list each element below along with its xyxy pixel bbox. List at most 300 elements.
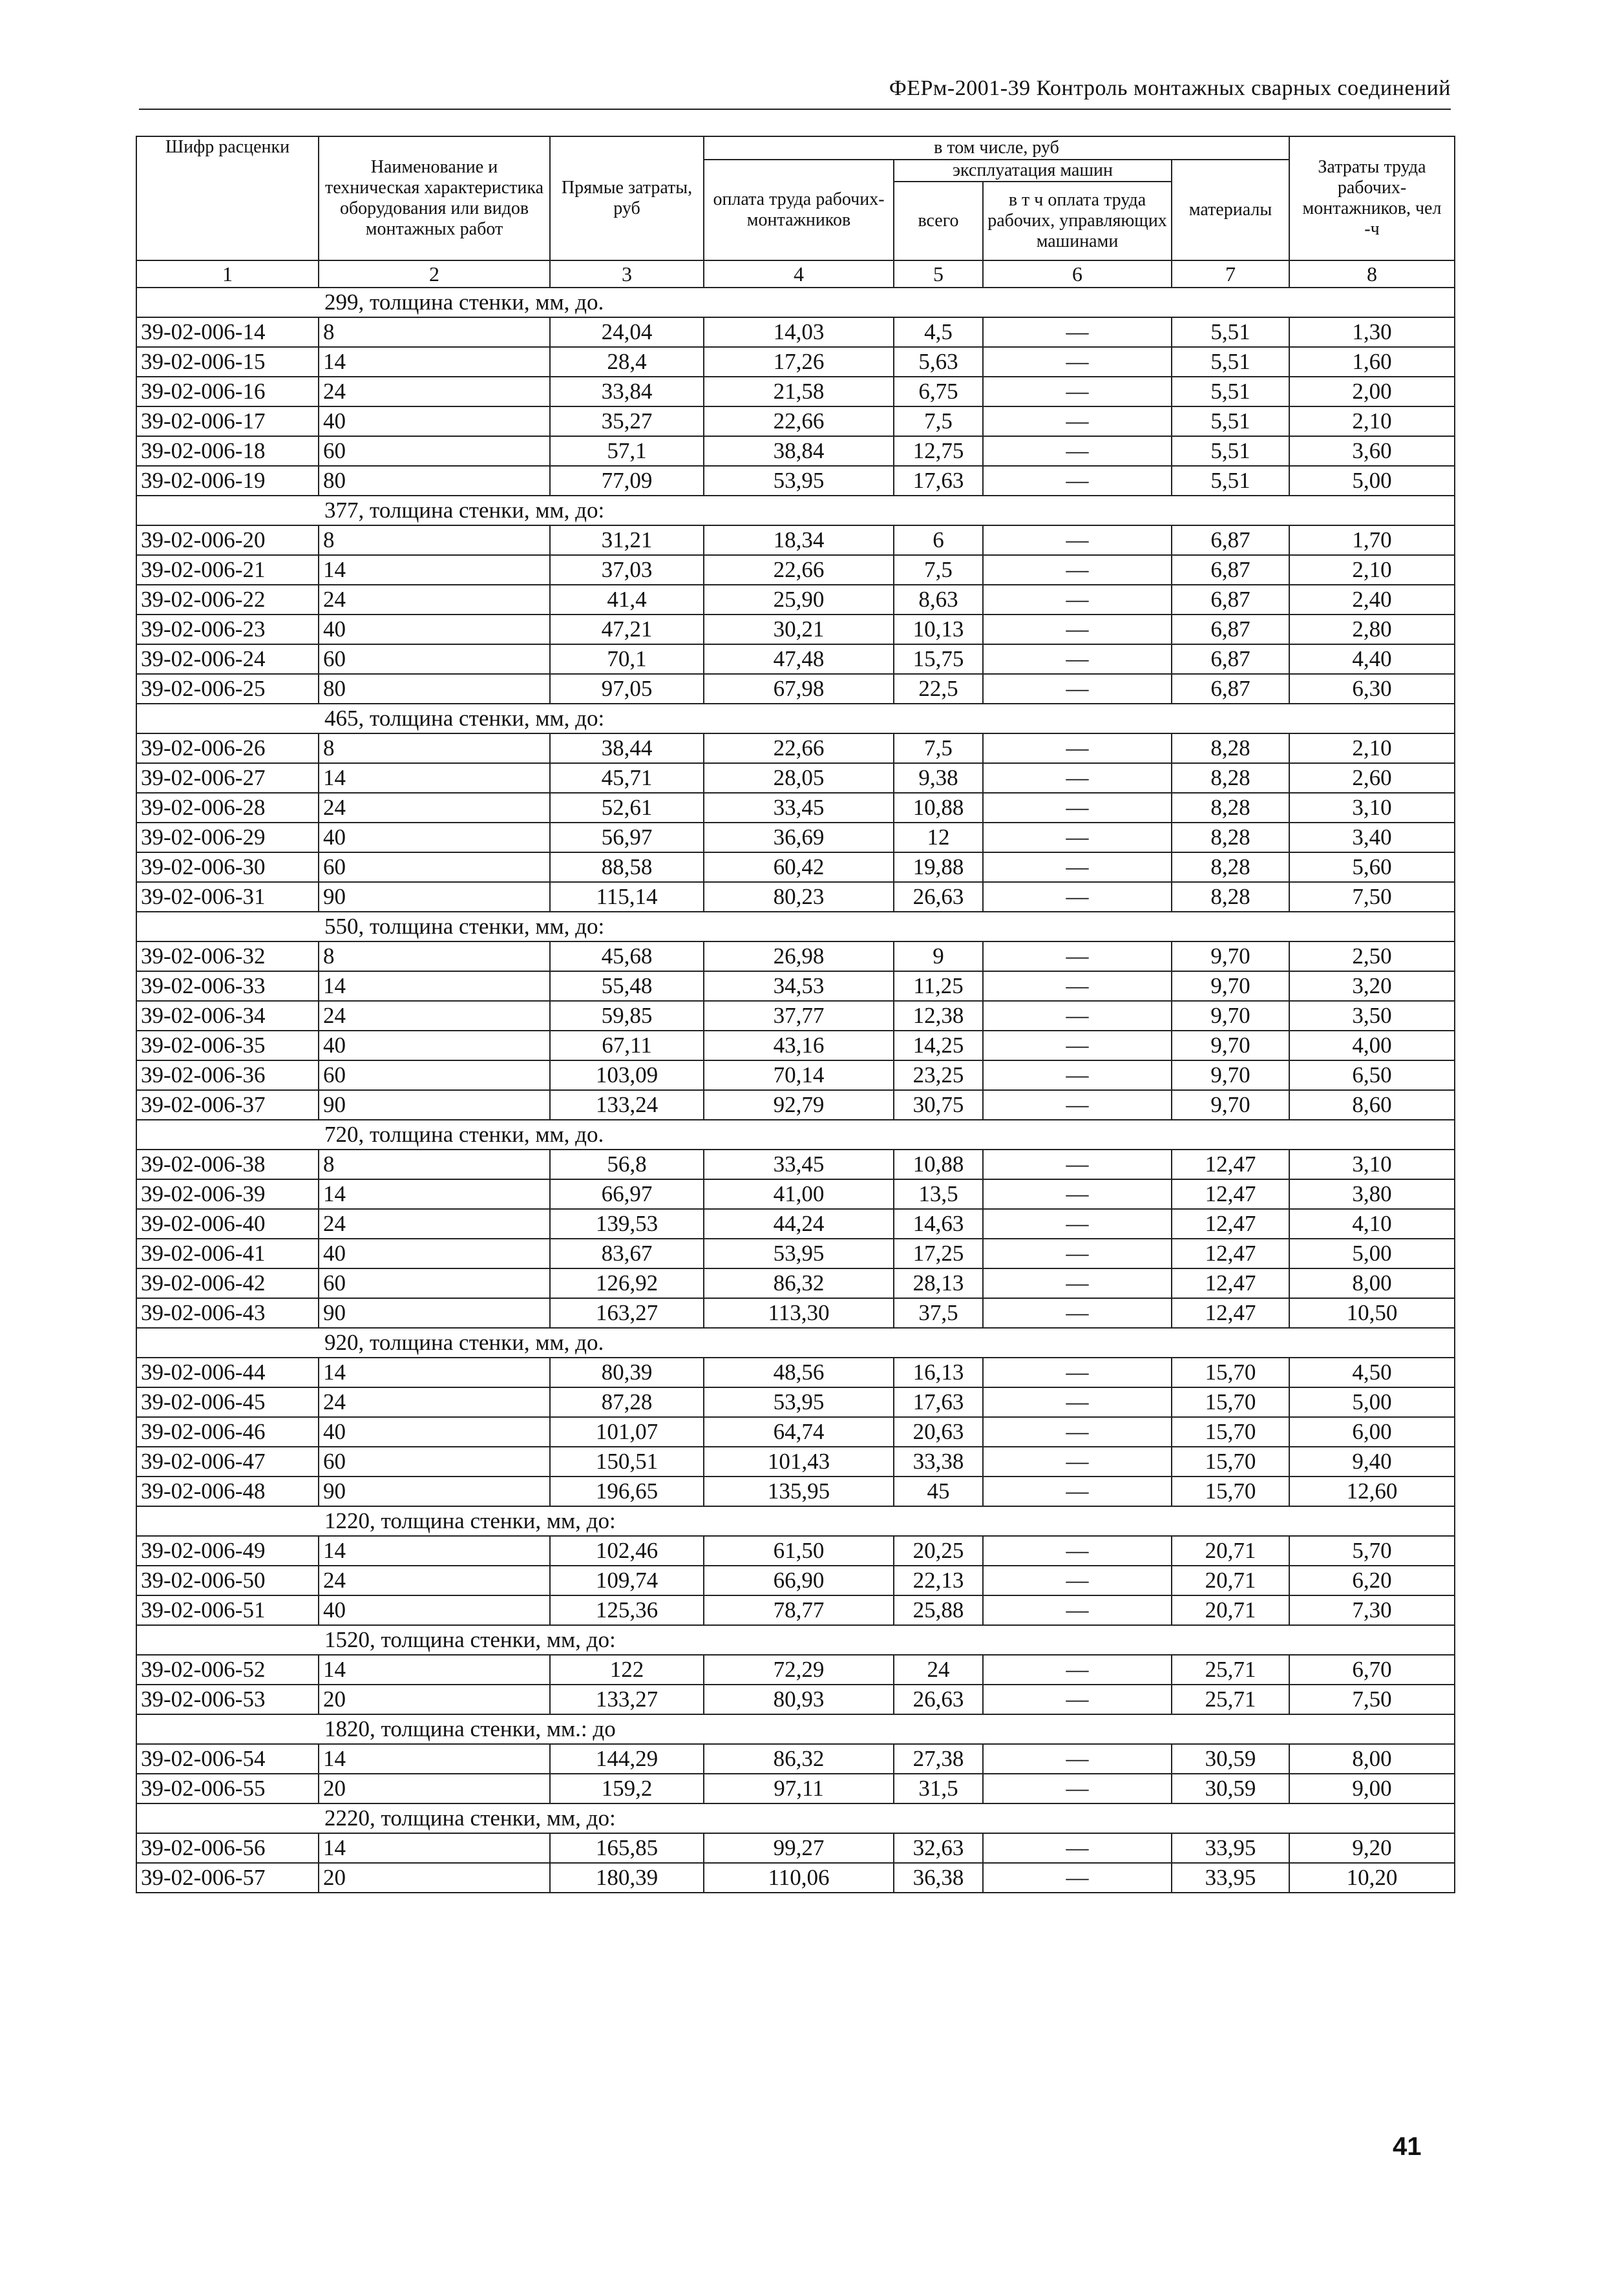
materials-cell: 5,51 [1172,347,1289,377]
table-row [136,1239,1455,1268]
table-row [136,377,1455,406]
table-row [136,1477,1455,1506]
table-row [136,971,1455,1001]
operators-pay-cell: — [983,555,1172,585]
labor-pay-cell: 110,06 [704,1863,894,1893]
rate-code-cell: 39-02-006-25 [136,674,319,704]
group-title: 2220, толщина стенки, мм, до: [136,1803,1455,1833]
labor-pay-cell: 113,30 [704,1298,894,1328]
group-row [136,1506,1455,1536]
operators-pay-cell: — [983,1387,1172,1417]
operators-pay-cell: — [983,1447,1172,1477]
materials-cell: 20,71 [1172,1536,1289,1566]
materials-cell: 12,47 [1172,1150,1289,1179]
column-number: 6 [983,260,1172,288]
materials-cell: 25,71 [1172,1685,1289,1714]
labor-pay-cell: 38,84 [704,436,894,466]
table-row [136,1447,1455,1477]
labor-pay-cell: 41,00 [704,1179,894,1209]
materials-cell: 15,70 [1172,1447,1289,1477]
labor-hours-cell: 9,40 [1289,1447,1455,1477]
materials-cell: 9,70 [1172,1060,1289,1090]
rate-code-cell: 39-02-006-34 [136,1001,319,1031]
direct-costs-cell: 59,85 [550,1001,704,1031]
operators-pay-cell: — [983,1268,1172,1298]
machine-total-cell: 12 [894,823,983,852]
machine-total-cell: 30,75 [894,1090,983,1120]
rate-code-cell: 39-02-006-23 [136,615,319,644]
table-row [136,1268,1455,1298]
labor-hours-cell: 1,30 [1289,317,1455,347]
labor-pay-cell: 53,95 [704,1239,894,1268]
machine-total-cell: 31,5 [894,1774,983,1803]
rate-code-cell: 39-02-006-38 [136,1150,319,1179]
labor-pay-cell: 34,53 [704,971,894,1001]
group-title: 920, толщина стенки, мм, до. [136,1328,1455,1358]
header-machine-operation: эксплуатация машин [894,160,1172,182]
materials-cell: 30,59 [1172,1774,1289,1803]
direct-costs-cell: 97,05 [550,674,704,704]
table-row [136,882,1455,912]
materials-cell: 9,70 [1172,941,1289,971]
rate-code-cell: 39-02-006-20 [136,525,319,555]
materials-cell: 9,70 [1172,1090,1289,1120]
machine-total-cell: 11,25 [894,971,983,1001]
wall-thickness-cell: 40 [319,1417,550,1447]
machine-total-cell: 4,5 [894,317,983,347]
labor-hours-cell: 5,00 [1289,1387,1455,1417]
rate-code-cell: 39-02-006-27 [136,763,319,793]
rate-code-cell: 39-02-006-31 [136,882,319,912]
direct-costs-cell: 37,03 [550,555,704,585]
rate-code-cell: 39-02-006-24 [136,644,319,674]
header-incl: в том числе, руб [704,136,1289,160]
rate-code-cell: 39-02-006-44 [136,1358,319,1387]
column-number: 4 [704,260,894,288]
group-row [136,1714,1455,1744]
machine-total-cell: 10,88 [894,793,983,823]
labor-hours-cell: 5,00 [1289,1239,1455,1268]
table-row [136,852,1455,882]
materials-cell: 9,70 [1172,1031,1289,1060]
materials-cell: 15,70 [1172,1387,1289,1417]
operators-pay-cell: — [983,644,1172,674]
labor-hours-cell: 6,50 [1289,1060,1455,1090]
group-row [136,1625,1455,1655]
machine-total-cell: 7,5 [894,555,983,585]
header-labor-pay: оплата труда рабочих-монтажников [704,160,894,260]
operators-pay-cell: — [983,525,1172,555]
materials-cell: 5,51 [1172,377,1289,406]
materials-cell: 15,70 [1172,1358,1289,1387]
wall-thickness-cell: 8 [319,317,550,347]
labor-hours-cell: 4,10 [1289,1209,1455,1239]
labor-hours-cell: 4,00 [1289,1031,1455,1060]
wall-thickness-cell: 60 [319,852,550,882]
operators-pay-cell: — [983,852,1172,882]
operators-pay-cell: — [983,1685,1172,1714]
materials-cell: 12,47 [1172,1239,1289,1268]
rate-code-cell: 39-02-006-15 [136,347,319,377]
table-row [136,941,1455,971]
labor-hours-cell: 6,00 [1289,1417,1455,1447]
labor-hours-cell: 1,70 [1289,525,1455,555]
operators-pay-cell: — [983,882,1172,912]
materials-cell: 20,71 [1172,1566,1289,1595]
direct-costs-cell: 133,27 [550,1685,704,1714]
direct-costs-cell: 52,61 [550,793,704,823]
table-row [136,1863,1455,1893]
group-title: 1820, толщина стенки, мм.: до [136,1714,1455,1744]
operators-pay-cell: — [983,1417,1172,1447]
materials-cell: 12,47 [1172,1209,1289,1239]
operators-pay-cell: — [983,436,1172,466]
wall-thickness-cell: 24 [319,1209,550,1239]
operators-pay-cell: — [983,1179,1172,1209]
machine-total-cell: 13,5 [894,1179,983,1209]
labor-pay-cell: 26,98 [704,941,894,971]
operators-pay-cell: — [983,1477,1172,1506]
table-row [136,1595,1455,1625]
labor-pay-cell: 67,98 [704,674,894,704]
wall-thickness-cell: 14 [319,1358,550,1387]
labor-hours-cell: 3,40 [1289,823,1455,852]
machine-total-cell: 19,88 [894,852,983,882]
rate-code-cell: 39-02-006-48 [136,1477,319,1506]
wall-thickness-cell: 40 [319,1031,550,1060]
wall-thickness-cell: 20 [319,1685,550,1714]
group-row [136,704,1455,733]
wall-thickness-cell: 14 [319,1536,550,1566]
rate-code-cell: 39-02-006-35 [136,1031,319,1060]
group-title: 1220, толщина стенки, мм, до: [136,1506,1455,1536]
operators-pay-cell: — [983,1031,1172,1060]
wall-thickness-cell: 14 [319,1744,550,1774]
labor-pay-cell: 80,23 [704,882,894,912]
labor-hours-cell: 1,60 [1289,347,1455,377]
operators-pay-cell: — [983,971,1172,1001]
machine-total-cell: 15,75 [894,644,983,674]
group-row [136,912,1455,941]
header-code: Шифр расценки [136,136,319,260]
wall-thickness-cell: 40 [319,406,550,436]
direct-costs-cell: 35,27 [550,406,704,436]
labor-hours-cell: 10,20 [1289,1863,1455,1893]
machine-total-cell: 17,25 [894,1239,983,1268]
labor-pay-cell: 17,26 [704,347,894,377]
wall-thickness-cell: 14 [319,971,550,1001]
labor-hours-cell: 5,70 [1289,1536,1455,1566]
materials-cell: 6,87 [1172,644,1289,674]
materials-cell: 8,28 [1172,763,1289,793]
materials-cell: 8,28 [1172,852,1289,882]
header-name: Наименование и техническая характеристика оборудования или видов монтажных работ [319,136,550,260]
rate-code-cell: 39-02-006-21 [136,555,319,585]
operators-pay-cell: — [983,1655,1172,1685]
materials-cell: 9,70 [1172,971,1289,1001]
table-body [136,288,1455,1893]
labor-pay-cell: 97,11 [704,1774,894,1803]
operators-pay-cell: — [983,1595,1172,1625]
operators-pay-cell: — [983,1298,1172,1328]
labor-hours-cell: 6,30 [1289,674,1455,704]
operators-pay-cell: — [983,941,1172,971]
table-row [136,436,1455,466]
labor-hours-cell: 3,20 [1289,971,1455,1001]
labor-pay-cell: 135,95 [704,1477,894,1506]
machine-total-cell: 24 [894,1655,983,1685]
direct-costs-cell: 159,2 [550,1774,704,1803]
labor-pay-cell: 86,32 [704,1268,894,1298]
rate-code-cell: 39-02-006-28 [136,793,319,823]
table-row [136,674,1455,704]
direct-costs-cell: 56,97 [550,823,704,852]
machine-total-cell: 16,13 [894,1358,983,1387]
materials-cell: 6,87 [1172,585,1289,615]
direct-costs-cell: 47,21 [550,615,704,644]
group-row [136,1803,1455,1833]
machine-total-cell: 8,63 [894,585,983,615]
rate-code-cell: 39-02-006-40 [136,1209,319,1239]
labor-pay-cell: 101,43 [704,1447,894,1477]
labor-hours-cell: 4,50 [1289,1358,1455,1387]
operators-pay-cell: — [983,317,1172,347]
labor-hours-cell: 3,10 [1289,793,1455,823]
wall-thickness-cell: 24 [319,793,550,823]
labor-pay-cell: 86,32 [704,1744,894,1774]
machine-total-cell: 22,13 [894,1566,983,1595]
machine-total-cell: 32,63 [894,1833,983,1863]
operators-pay-cell: — [983,1060,1172,1090]
machine-total-cell: 25,88 [894,1595,983,1625]
direct-costs-cell: 45,71 [550,763,704,793]
operators-pay-cell: — [983,1090,1172,1120]
labor-hours-cell: 5,00 [1289,466,1455,496]
labor-pay-cell: 70,14 [704,1060,894,1090]
labor-hours-cell: 6,20 [1289,1566,1455,1595]
direct-costs-cell: 33,84 [550,377,704,406]
materials-cell: 5,51 [1172,466,1289,496]
materials-cell: 8,28 [1172,882,1289,912]
table-row [136,1031,1455,1060]
direct-costs-cell: 28,4 [550,347,704,377]
labor-hours-cell: 2,10 [1289,406,1455,436]
rate-code-cell: 39-02-006-53 [136,1685,319,1714]
machine-total-cell: 5,63 [894,347,983,377]
labor-pay-cell: 66,90 [704,1566,894,1595]
table-header [136,136,1455,288]
machine-total-cell: 9 [894,941,983,971]
machine-total-cell: 10,13 [894,615,983,644]
operators-pay-cell: — [983,1150,1172,1179]
rate-code-cell: 39-02-006-30 [136,852,319,882]
labor-pay-cell: 72,29 [704,1655,894,1685]
table-row [136,1090,1455,1120]
direct-costs-cell: 24,04 [550,317,704,347]
direct-costs-cell: 122 [550,1655,704,1685]
rate-code-cell: 39-02-006-57 [136,1863,319,1893]
materials-cell: 5,51 [1172,436,1289,466]
machine-total-cell: 22,5 [894,674,983,704]
labor-hours-cell: 9,20 [1289,1833,1455,1863]
labor-pay-cell: 92,79 [704,1090,894,1120]
table-row [136,1536,1455,1566]
header-rule [139,109,1451,110]
machine-total-cell: 17,63 [894,466,983,496]
direct-costs-cell: 109,74 [550,1566,704,1595]
wall-thickness-cell: 24 [319,1001,550,1031]
operators-pay-cell: — [983,1001,1172,1031]
materials-cell: 6,87 [1172,525,1289,555]
operators-pay-cell: — [983,674,1172,704]
wall-thickness-cell: 24 [319,585,550,615]
materials-cell: 33,95 [1172,1833,1289,1863]
materials-cell: 8,28 [1172,823,1289,852]
operators-pay-cell: — [983,377,1172,406]
labor-hours-cell: 12,60 [1289,1477,1455,1506]
wall-thickness-cell: 8 [319,525,550,555]
labor-hours-cell: 10,50 [1289,1298,1455,1328]
table-row [136,733,1455,763]
operators-pay-cell: — [983,615,1172,644]
machine-total-cell: 20,25 [894,1536,983,1566]
labor-pay-cell: 43,16 [704,1031,894,1060]
labor-hours-cell: 2,10 [1289,555,1455,585]
operators-pay-cell: — [983,347,1172,377]
wall-thickness-cell: 90 [319,1298,550,1328]
table-row [136,1774,1455,1803]
machine-total-cell: 12,75 [894,436,983,466]
materials-cell: 12,47 [1172,1298,1289,1328]
labor-hours-cell: 3,10 [1289,1150,1455,1179]
wall-thickness-cell: 20 [319,1774,550,1803]
labor-pay-cell: 47,48 [704,644,894,674]
labor-pay-cell: 33,45 [704,793,894,823]
operators-pay-cell: — [983,466,1172,496]
table-row [136,1387,1455,1417]
table-row [136,1833,1455,1863]
labor-pay-cell: 37,77 [704,1001,894,1031]
materials-cell: 15,70 [1172,1417,1289,1447]
rates-table [136,136,1455,1893]
direct-costs-cell: 77,09 [550,466,704,496]
machine-total-cell: 9,38 [894,763,983,793]
rate-code-cell: 39-02-006-37 [136,1090,319,1120]
wall-thickness-cell: 90 [319,1477,550,1506]
wall-thickness-cell: 14 [319,763,550,793]
labor-hours-cell: 7,50 [1289,1685,1455,1714]
materials-cell: 12,47 [1172,1268,1289,1298]
rate-code-cell: 39-02-006-33 [136,971,319,1001]
direct-costs-cell: 180,39 [550,1863,704,1893]
rate-code-cell: 39-02-006-45 [136,1387,319,1417]
operators-pay-cell: — [983,733,1172,763]
header-direct-costs: Прямые затраты, руб [550,136,704,260]
labor-pay-cell: 99,27 [704,1833,894,1863]
direct-costs-cell: 56,8 [550,1150,704,1179]
rate-code-cell: 39-02-006-36 [136,1060,319,1090]
machine-total-cell: 45 [894,1477,983,1506]
wall-thickness-cell: 40 [319,1239,550,1268]
column-number: 7 [1172,260,1289,288]
materials-cell: 8,28 [1172,793,1289,823]
labor-pay-cell: 60,42 [704,852,894,882]
labor-hours-cell: 2,80 [1289,615,1455,644]
materials-cell: 30,59 [1172,1744,1289,1774]
group-row [136,1328,1455,1358]
table-row [136,1566,1455,1595]
materials-cell: 25,71 [1172,1655,1289,1685]
wall-thickness-cell: 14 [319,555,550,585]
labor-pay-cell: 61,50 [704,1536,894,1566]
machine-total-cell: 12,38 [894,1001,983,1031]
rate-code-cell: 39-02-006-39 [136,1179,319,1209]
wall-thickness-cell: 14 [319,1179,550,1209]
wall-thickness-cell: 60 [319,644,550,674]
direct-costs-cell: 101,07 [550,1417,704,1447]
rate-code-cell: 39-02-006-51 [136,1595,319,1625]
operators-pay-cell: — [983,1744,1172,1774]
wall-thickness-cell: 24 [319,1387,550,1417]
materials-cell: 20,71 [1172,1595,1289,1625]
operators-pay-cell: — [983,1833,1172,1863]
group-title: 465, толщина стенки, мм, до: [136,704,1455,733]
labor-hours-cell: 3,60 [1289,436,1455,466]
direct-costs-cell: 165,85 [550,1833,704,1863]
wall-thickness-cell: 14 [319,1655,550,1685]
header-materials: материалы [1172,160,1289,260]
table-row [136,585,1455,615]
rate-code-cell: 39-02-006-16 [136,377,319,406]
table-row [136,347,1455,377]
machine-total-cell: 14,63 [894,1209,983,1239]
direct-costs-cell: 144,29 [550,1744,704,1774]
labor-pay-cell: 22,66 [704,406,894,436]
wall-thickness-cell: 8 [319,941,550,971]
group-title: 1520, толщина стенки, мм, до: [136,1625,1455,1655]
materials-cell: 6,87 [1172,555,1289,585]
materials-cell: 9,70 [1172,1001,1289,1031]
wall-thickness-cell: 8 [319,733,550,763]
wall-thickness-cell: 80 [319,674,550,704]
table-row [136,555,1455,585]
operators-pay-cell: — [983,823,1172,852]
table-row [136,793,1455,823]
wall-thickness-cell: 24 [319,377,550,406]
machine-total-cell: 6,75 [894,377,983,406]
machine-total-cell: 37,5 [894,1298,983,1328]
machine-total-cell: 36,38 [894,1863,983,1893]
table-row [136,1150,1455,1179]
labor-hours-cell: 4,40 [1289,644,1455,674]
wall-thickness-cell: 8 [319,1150,550,1179]
labor-pay-cell: 44,24 [704,1209,894,1239]
machine-total-cell: 7,5 [894,406,983,436]
labor-pay-cell: 14,03 [704,317,894,347]
table-row [136,1001,1455,1031]
header-labor-hours: Затраты труда рабочих-монтажников, чел -ч [1289,136,1455,260]
direct-costs-cell: 133,24 [550,1090,704,1120]
machine-total-cell: 20,63 [894,1417,983,1447]
direct-costs-cell: 55,48 [550,971,704,1001]
table-row [136,615,1455,644]
labor-hours-cell: 3,80 [1289,1179,1455,1209]
rate-code-cell: 39-02-006-22 [136,585,319,615]
direct-costs-cell: 150,51 [550,1447,704,1477]
operators-pay-cell: — [983,1774,1172,1803]
materials-cell: 8,28 [1172,733,1289,763]
direct-costs-cell: 103,09 [550,1060,704,1090]
